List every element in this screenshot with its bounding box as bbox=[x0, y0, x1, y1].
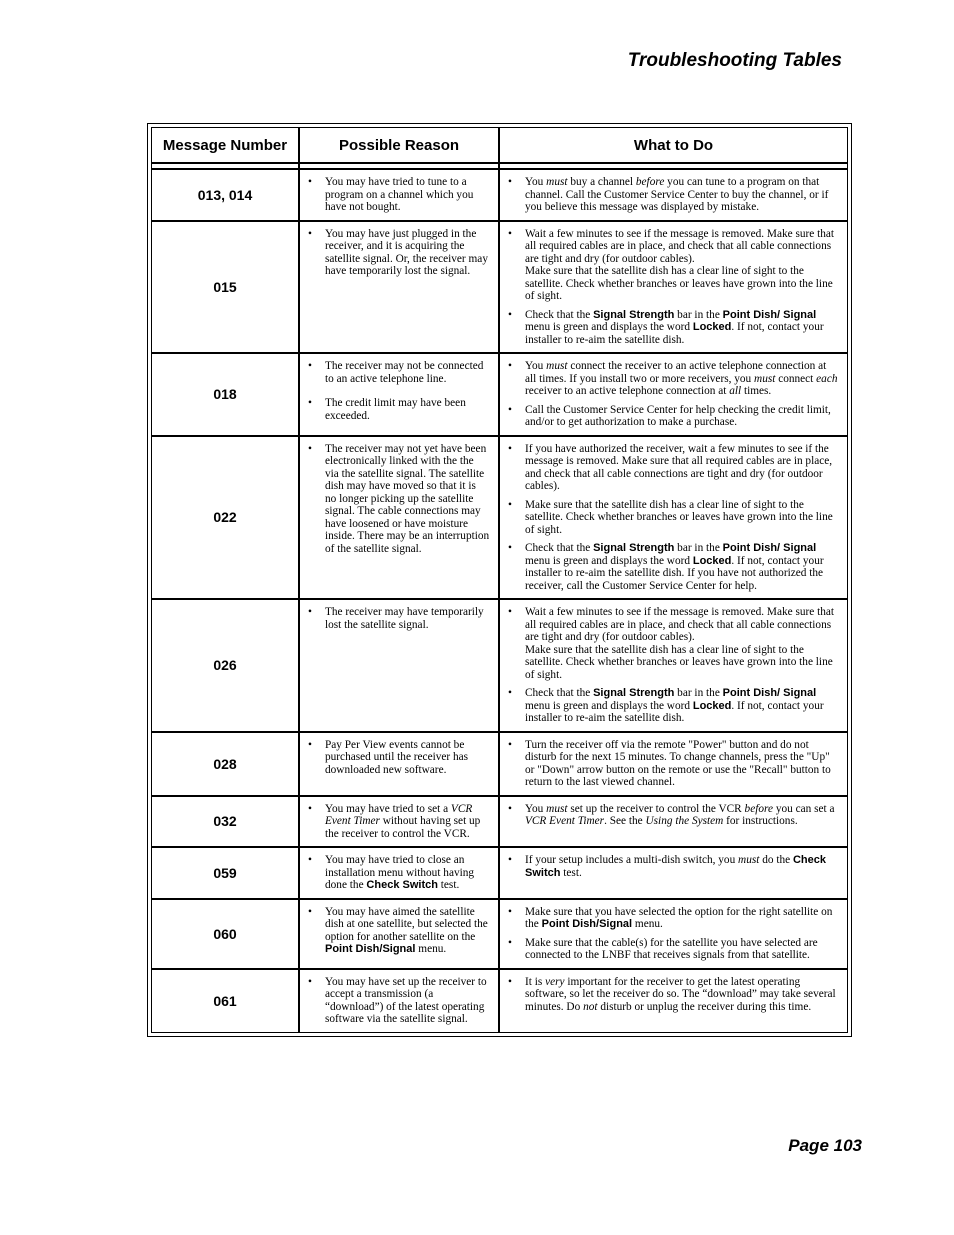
action-item: • You must set up the receiver to control the VCR before you can set a VCR Event Timer. See the Using the System for instructions. bbox=[506, 803, 839, 828]
reason-item: • You may have just plugged in the receiver, and it is acquiring the satellite signal. Or, the receiver may have temporarily lost the signal. bbox=[306, 228, 490, 278]
possible-reason-cell bbox=[299, 796, 499, 848]
possible-reason-cell bbox=[299, 847, 499, 899]
table-row bbox=[151, 436, 848, 600]
what-to-do-cell bbox=[499, 436, 848, 600]
reason-item: • The receiver may not be connected to an active telephone line. bbox=[306, 360, 490, 385]
possible-reason-cell bbox=[299, 353, 499, 436]
table-header-row bbox=[151, 127, 848, 163]
table-row bbox=[151, 599, 848, 732]
message-number: 060 bbox=[151, 899, 299, 969]
reason-item: • You may have set up the receiver to accept a transmission (a “download”) of the latest operating software via the satellite signal. bbox=[306, 976, 490, 1026]
message-number: 061 bbox=[151, 969, 299, 1033]
what-to-do-cell bbox=[499, 796, 848, 848]
table-body bbox=[151, 169, 848, 1033]
what-to-do-cell bbox=[499, 169, 848, 221]
table-row bbox=[151, 353, 848, 436]
action-item: • It is very important for the receiver to get the latest operating software, so let the receiver do so. The “download” may take several minutes. Do not disturb or unplug the receiver during this time. bbox=[506, 976, 839, 1014]
reason-item: • You may have aimed the satellite dish at one satellite, but selected the option for another satellite on the Point Dish/Signal menu. bbox=[306, 906, 490, 956]
table-row bbox=[151, 899, 848, 969]
action-item: • Wait a few minutes to see if the message is removed. Make sure that all required cables are in place, and check that all cable connections are tight and dry (for outdoor cables). Make sure that the satellite dish has a clear line of sight to the satellite. Check whether branches or leaves have grown into the line of sight. bbox=[506, 228, 839, 303]
reason-item: • The credit limit may have been exceeded. bbox=[306, 397, 490, 422]
message-number: 013, 014 bbox=[151, 169, 299, 221]
table-row bbox=[151, 969, 848, 1033]
action-item: • Call the Customer Service Center for help checking the credit limit, and/or to get authorization to make a purchase. bbox=[506, 404, 839, 429]
what-to-do-cell bbox=[499, 353, 848, 436]
possible-reason-cell bbox=[299, 436, 499, 600]
possible-reason-cell bbox=[299, 221, 499, 354]
action-item: • Make sure that you have selected the option for the right satellite on the Point Dish/Signal menu. bbox=[506, 906, 839, 931]
page-number: Page 103 bbox=[788, 1136, 862, 1155]
reason-item: • The receiver may not yet have been electronically linked with the the via the satellite signal. The satellite dish may have moved so that it is no longer picking up the satellite signal. The cable connections may have loosened or have moisture inside. There may be an interruption of the satellite signal. bbox=[306, 443, 490, 556]
possible-reason-cell bbox=[299, 899, 499, 969]
message-number: 026 bbox=[151, 599, 299, 732]
message-number: 028 bbox=[151, 732, 299, 796]
troubleshooting-table bbox=[151, 127, 848, 1033]
reason-item: • Pay Per View events cannot be purchased until the receiver has downloaded new software. bbox=[306, 739, 490, 777]
reason-item: • You may have tried to tune to a program on a channel which you have not bought. bbox=[306, 176, 490, 214]
possible-reason-cell bbox=[299, 732, 499, 796]
what-to-do-cell bbox=[499, 899, 848, 969]
table-row bbox=[151, 169, 848, 221]
action-item: • Make sure that the satellite dish has a clear line of sight to the satellite. Check whether branches or leaves have grown into the line of sight. bbox=[506, 499, 839, 537]
message-number: 032 bbox=[151, 796, 299, 848]
message-number: 015 bbox=[151, 221, 299, 354]
what-to-do-cell bbox=[499, 969, 848, 1033]
reason-item: • You may have tried to close an installation menu without having done the Check Switch test. bbox=[306, 854, 490, 892]
table-row bbox=[151, 847, 848, 899]
table-row bbox=[151, 796, 848, 848]
reason-item: • The receiver may have temporarily lost the satellite signal. bbox=[306, 606, 490, 631]
reason-item: • You may have tried to set a VCR Event Timer without having set up the receiver to control the VCR. bbox=[306, 803, 490, 841]
action-item: • If you have authorized the receiver, wait a few minutes to see if the message is removed. Make sure that all required cables are in place, and check that all cable connections are tight and dry (for outdoor cables). bbox=[506, 443, 839, 493]
message-number: 022 bbox=[151, 436, 299, 600]
table-row bbox=[151, 732, 848, 796]
action-item: • Wait a few minutes to see if the message is removed. Make sure that all required cables are in place, and check that all cable connections are tight and dry (for outdoor cables). Make sure that the satellite dish has a clear line of sight to the satellite. Check whether branches or leaves have grown into the line of sight. bbox=[506, 606, 839, 681]
possible-reason-cell bbox=[299, 599, 499, 732]
action-item: • Check that the Signal Strength bar in the Point Dish/ Signal menu is green and displays the word Locked. If not, contact your installer to re-aim the satellite dish. bbox=[506, 309, 839, 347]
column-header-possible-reason: Possible Reason bbox=[299, 127, 499, 163]
possible-reason-cell bbox=[299, 169, 499, 221]
message-number: 059 bbox=[151, 847, 299, 899]
action-item: • If your setup includes a multi-dish switch, you must do the Check Switch test. bbox=[506, 854, 839, 879]
troubleshooting-table-frame bbox=[147, 123, 852, 1037]
action-item: • Check that the Signal Strength bar in the Point Dish/ Signal menu is green and displays the word Locked. If not, contact your installer to re-aim the satellite dish. bbox=[506, 687, 839, 725]
what-to-do-cell bbox=[499, 847, 848, 899]
action-item: • You must connect the receiver to an active telephone connection at all times. If you install two or more receivers, you must connect each receiver to an active telephone connection at all times. bbox=[506, 360, 839, 398]
action-item: • You must buy a channel before you can tune to a program on that channel. Call the Customer Service Center to buy the channel, or if you believe this message was displayed by mistake. bbox=[506, 176, 839, 214]
column-header-message-number: Message Number bbox=[151, 127, 299, 163]
what-to-do-cell bbox=[499, 732, 848, 796]
message-number: 018 bbox=[151, 353, 299, 436]
page-title: Troubleshooting Tables bbox=[627, 50, 842, 71]
action-item: • Make sure that the cable(s) for the satellite you have selected are connected to the LNBF that receives signals from that satellite. bbox=[506, 937, 839, 962]
what-to-do-cell bbox=[499, 599, 848, 732]
table-row bbox=[151, 221, 848, 354]
action-item: • Check that the Signal Strength bar in the Point Dish/ Signal menu is green and displays the word Locked. If not, contact your installer to re-aim the satellite dish. If you have not authorized the receiver, call the Customer Service Center for help. bbox=[506, 542, 839, 592]
action-item: • Turn the receiver off via the remote "Power" button and do not disturb for the next 15 minutes. To change channels, press the "Up" or "Down" arrow button on the remote or use the "Recall" button to return to the last viewed channel. bbox=[506, 739, 839, 789]
possible-reason-cell bbox=[299, 969, 499, 1033]
what-to-do-cell bbox=[499, 221, 848, 354]
column-header-what-to-do: What to Do bbox=[499, 127, 848, 163]
